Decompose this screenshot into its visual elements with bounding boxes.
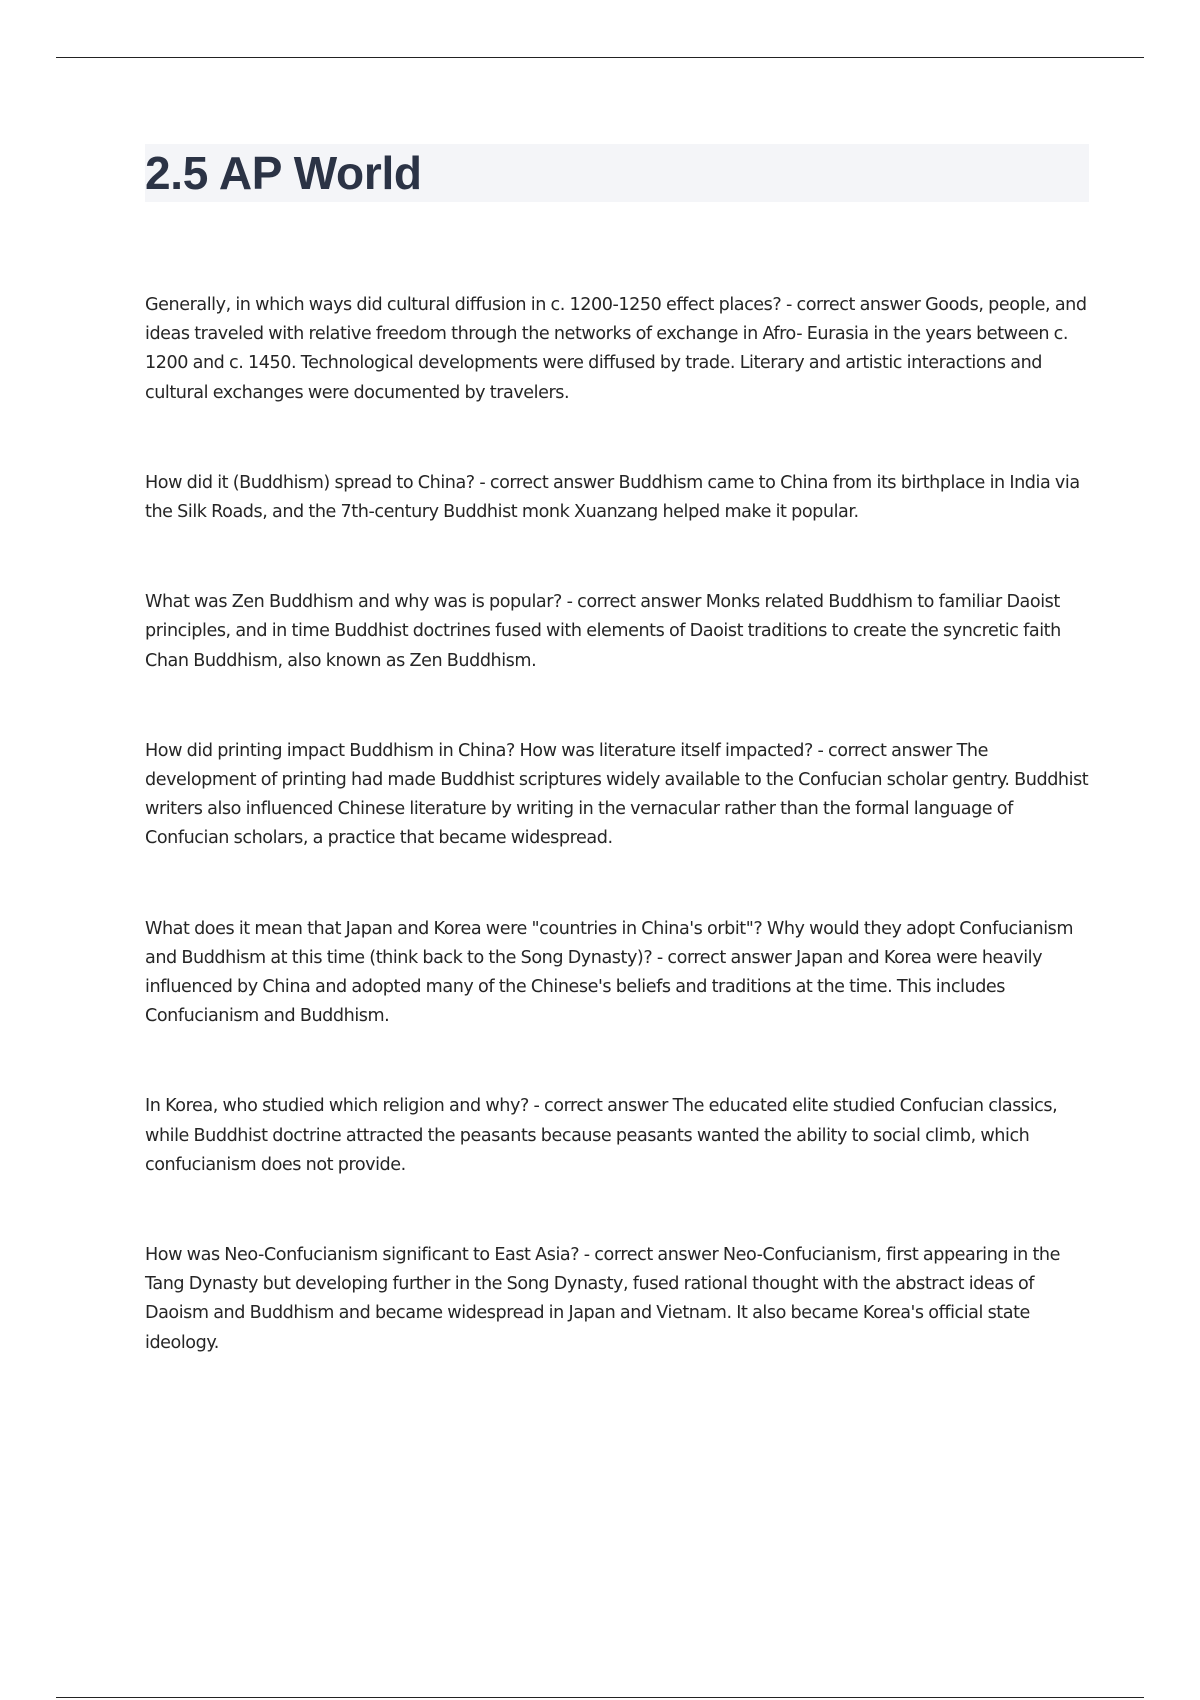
- qa-item: [145, 1092, 1090, 1180]
- qa-question: In Korea, who studied which religion and why?: [145, 1096, 529, 1117]
- qa-separator: - correct answer: [579, 1245, 723, 1266]
- qa-separator: - correct answer: [561, 592, 706, 613]
- qa-question: What was Zen Buddhism and why was is popular?: [145, 592, 562, 613]
- qa-answer: Buddhism came to China from its birthplace in India via the Silk Roads, and the 7th-century Buddhist monk Xuanzang helped make it popular.: [145, 472, 1080, 523]
- qa-separator: - correct answer: [474, 472, 619, 493]
- qa-separator: - correct answer: [781, 295, 926, 315]
- qa-item: [145, 915, 1090, 1032]
- qa-question: Generally, in which ways did cultural diffusion in c. 1200-1250 effect places?: [145, 295, 782, 315]
- qa-separator: - correct answer: [528, 1096, 673, 1117]
- top-divider: [56, 57, 1144, 58]
- qa-item: [145, 1241, 1090, 1358]
- qa-answer: The development of printing had made Buddhist scriptures widely available to the Confucian scholar gentry. Buddhist writers also influenced Chinese literature by writing in the vernacular rather than the formal language of Confucian scholars, a practice that became widespread.: [145, 740, 1089, 849]
- qa-separator: - correct answer: [812, 740, 957, 761]
- bottom-divider: [56, 1697, 1144, 1698]
- page-title: 2.5 AP World: [145, 147, 422, 199]
- qa-question: What does it mean that Japan and Korea were "countries in China's orbit"? Why would they adopt Confucianism and Buddhism at this time (think back to the Song Dynasty)?: [145, 918, 1074, 968]
- qa-answer: Goods, people, and ideas traveled with relative freedom through the networks of exchange in Afro- Eurasia in the years between c. 1200 and c. 1450. Technological developments were diffused by trade. Literary and artistic interactions and cultural exchanges were documented by travelers.: [145, 295, 1087, 403]
- qa-answer: Japan and Korea were heavily influenced by China and adopted many of the Chinese's beliefs and traditions at the time. This includes Confucianism and Buddhism.: [145, 947, 1043, 1027]
- qa-item: [145, 469, 1090, 527]
- qa-answer: Monks related Buddhism to familiar Daoist principles, and in time Buddhist doctrines fused with elements of Daoist traditions to create the syncretic faith Chan Buddhism, also known as Zen Buddhism.: [145, 592, 1061, 671]
- qa-question: How did it (Buddhism) spread to China?: [145, 472, 475, 493]
- qa-answer: The educated elite studied Confucian classics, while Buddhist doctrine attracted the peasants because peasants wanted the ability to social climb, which confucianism does not provide.: [145, 1096, 1058, 1175]
- qa-item: [145, 737, 1090, 854]
- qa-answer: Neo-Confucianism, first appearing in the Tang Dynasty but developing further in the Song Dynasty, fused rational thought with the abstract ideas of Daoism and Buddhism and became widespread in Japan and Vietnam. It also became Korea's official state ideology.: [145, 1245, 1060, 1353]
- qa-separator: - correct answer: [652, 947, 796, 968]
- qa-item: [145, 588, 1090, 676]
- qa-list: [145, 291, 1090, 1419]
- qa-question: How was Neo-Confucianism significant to East Asia?: [145, 1245, 580, 1266]
- qa-item: [145, 291, 1090, 408]
- qa-question: How did printing impact Buddhism in China? How was literature itself impacted?: [145, 740, 813, 761]
